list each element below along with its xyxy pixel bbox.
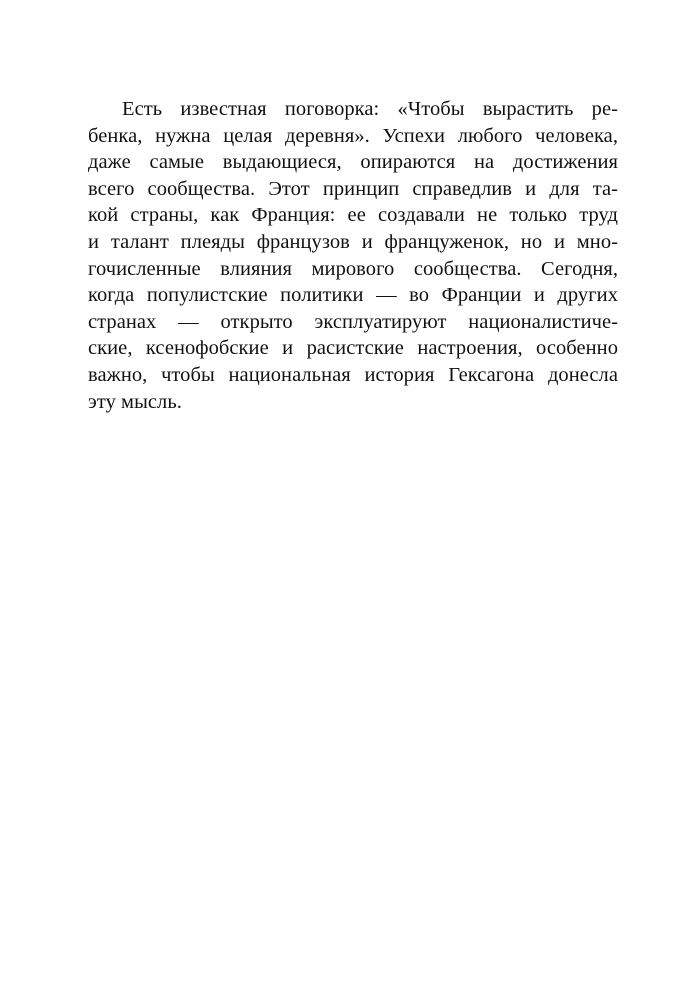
body-paragraph — [88, 96, 618, 415]
paragraph-line-9: странах — открыто эксплуатируют националистиче- — [88, 310, 618, 333]
paragraph-line-11: важно, чтобы национальная история Гексагона донесла — [88, 363, 618, 386]
paragraph-line-1: Есть известная поговорка: «Чтобы вырастить ре- — [122, 98, 618, 120]
paragraph-line-12: эту мысль. — [88, 390, 182, 413]
paragraph-line-10: ские, ксенофобские и расистские настроения, особенно — [88, 337, 618, 360]
paragraph-line-5: кой страны, как Франция: ее создавали не только труд — [88, 204, 618, 227]
paragraph-line-7: гочисленные влияния мирового сообщества. Сегодня, — [88, 257, 618, 280]
paragraph-line-3: даже самые выдающиеся, опираются на достижения — [88, 151, 618, 174]
paragraph-line-4: всего сообщества. Этот принцип справедлив и для та- — [88, 177, 618, 200]
paragraph-line-8: когда популистские политики — во Франции и других — [88, 284, 618, 307]
paragraph-line-2: бенка, нужна целая деревня». Успехи любого человека, — [88, 124, 618, 147]
paragraph-line-6: и талант плеяды французов и француженок, но и мно- — [88, 230, 618, 253]
